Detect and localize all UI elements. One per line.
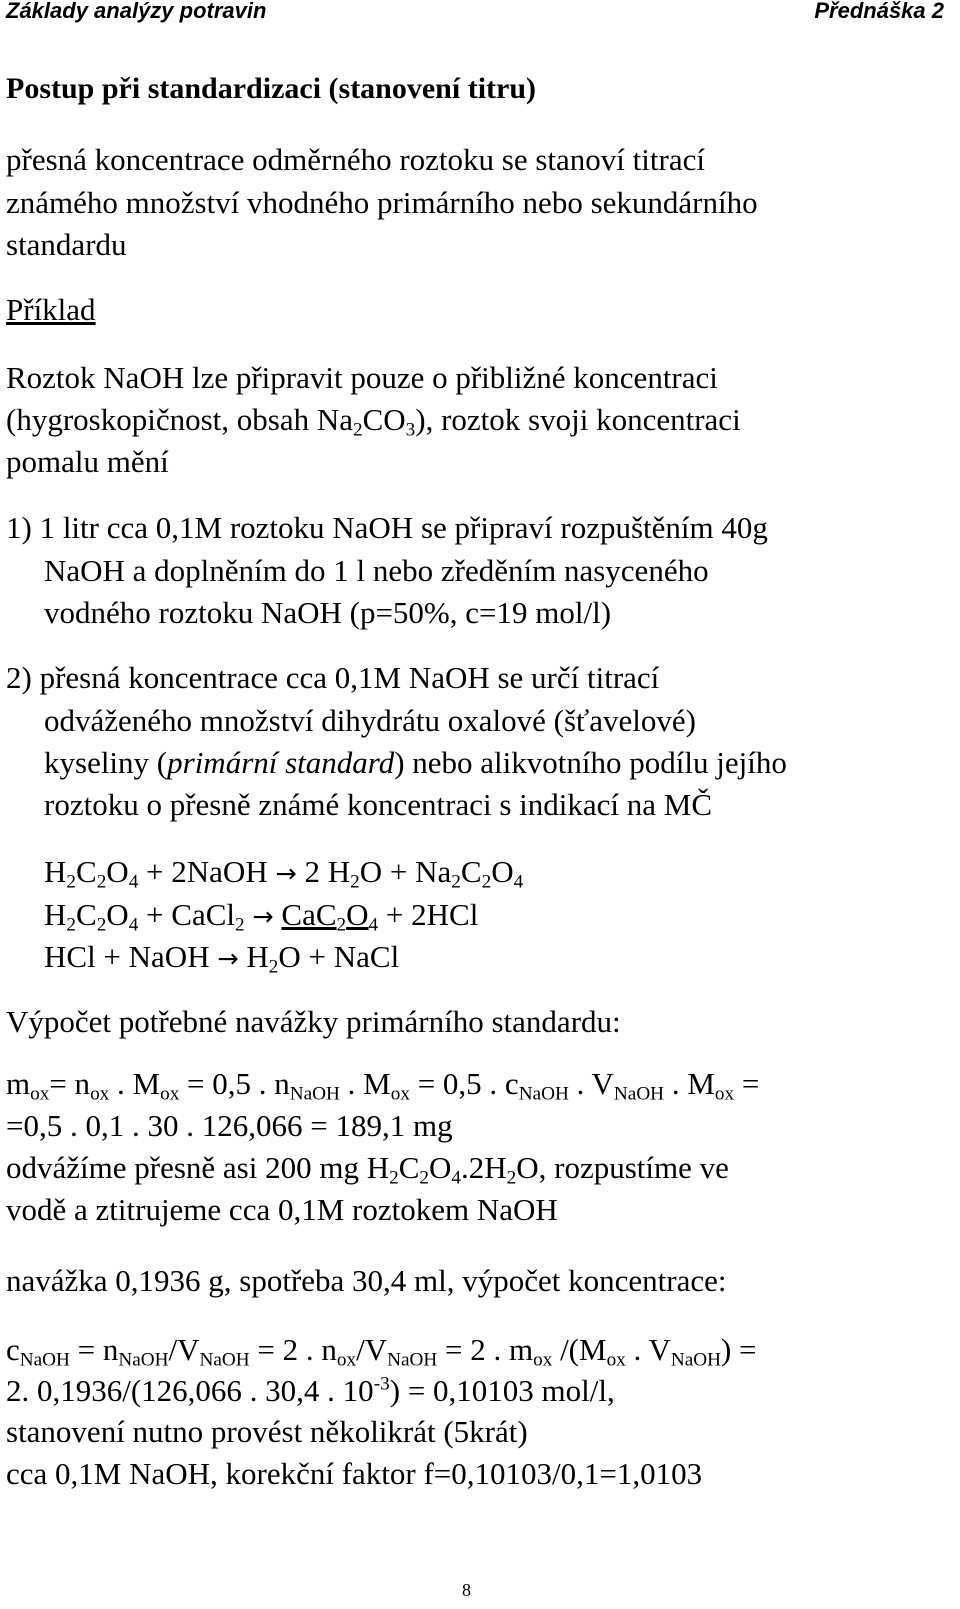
step2-line-1: 2) přesná koncentrace cca 0,1M NaOH se určí titrací <box>6 660 660 695</box>
para1-line-1: Roztok NaOH lze připravit pouze o přibližné koncentraci <box>6 360 718 395</box>
step2-line-4: roztoku o přesně známé koncentraci s indikací na MČ <box>44 787 712 822</box>
step1-line-2: NaOH a doplněním do 1 l nebo zředěním nasyceného <box>44 553 709 588</box>
concentration-result: 2. 0,1936/(126,066 . 30,4 . $10^{-3}) = 0,10103$ mol/l, <box>6 1373 615 1408</box>
equation-3: HCl + NaOH → $H_2O$ + NaCl <box>44 939 400 978</box>
equation-2: $H_2C_2O_4$ + CaCl$_2$ → $CaC_2O_4 + 2HCl$ <box>44 897 479 936</box>
header-lecture-number: Přednáška 2 <box>814 0 944 23</box>
concentration-formula: $c_{NaOH} = n_{NaOH}/V_{NaOH} = 2$ . $n_{ox}/V_{NaOH} = 2$ . $m_{ox}$ $/(M_{ox}$ . $V_{NaOH}$) = <box>6 1332 757 1371</box>
section-title: Postup při standardizaci (stanovení titru) <box>6 72 537 105</box>
calc-formula-line-1: $m_{ox}= n_{ox}$ . $M_{ox} = 0,5$ . $n_{NaOH}$ . $M_{ox} = 0,5$ . $c_{NaOH}$ . $V_{NaOH}$ . $M_{ox}$ = <box>6 1066 760 1105</box>
calc-formula-line-2: =0,5 . 0,1 . 30 . 126,066 = 189,1 mg <box>6 1108 453 1143</box>
example-label: Příklad <box>6 292 96 327</box>
intro-line-1: přesná koncentrace odměrného roztoku se stanoví titrací <box>6 142 705 177</box>
intro-line-3: standardu <box>6 227 127 262</box>
result-label: navážka 0,1936 g, spotřeba 30,4 ml, výpočet koncentrace: <box>6 1263 727 1298</box>
correction-factor: cca 0,1M NaOH, korekční faktor f=0,10103/0,1=1,0103 <box>6 1456 703 1491</box>
step2-line-2: odváženého množství dihydrátu oxalové (šťavelové) <box>44 703 696 738</box>
calc-label: Výpočet potřebné navážky primárního standardu: <box>6 1004 621 1039</box>
weigh-line-2: vodě a ztitrujeme cca 0,1M roztokem NaOH <box>6 1192 558 1227</box>
page-number: 8 <box>462 1580 471 1600</box>
para1-line-3: pomalu mění <box>6 444 169 479</box>
step1-line-1: 1) 1 litr cca 0,1M roztoku NaOH se připraví rozpuštěním 40g <box>6 510 768 545</box>
step1-line-3: vodného roztoku NaOH (p=50%, c=19 mol/l) <box>44 595 612 630</box>
weigh-line-1: odvážíme přesně asi 200 mg $H_2C_2O_4.2H_2O$, rozpustíme ve <box>6 1150 729 1189</box>
repeat-note: stanovení nutno provést několikrát (5krát) <box>6 1414 528 1449</box>
equation-1: $H_2C_2O_4$ + 2NaOH → 2 $H_2O + Na_2C_2O_4$ <box>44 854 524 893</box>
header-course-title: Základy analýzy potravin <box>6 0 267 23</box>
intro-line-2: známého množství vhodného primárního nebo sekundárního <box>6 185 758 220</box>
para1-line-2: (hygroskopičnost, obsah $Na_2CO_3$), roztok svoji koncentraci <box>6 402 741 441</box>
step2-line-3: kyseliny (primární standard) nebo alikvotního podílu jejího <box>44 745 787 780</box>
